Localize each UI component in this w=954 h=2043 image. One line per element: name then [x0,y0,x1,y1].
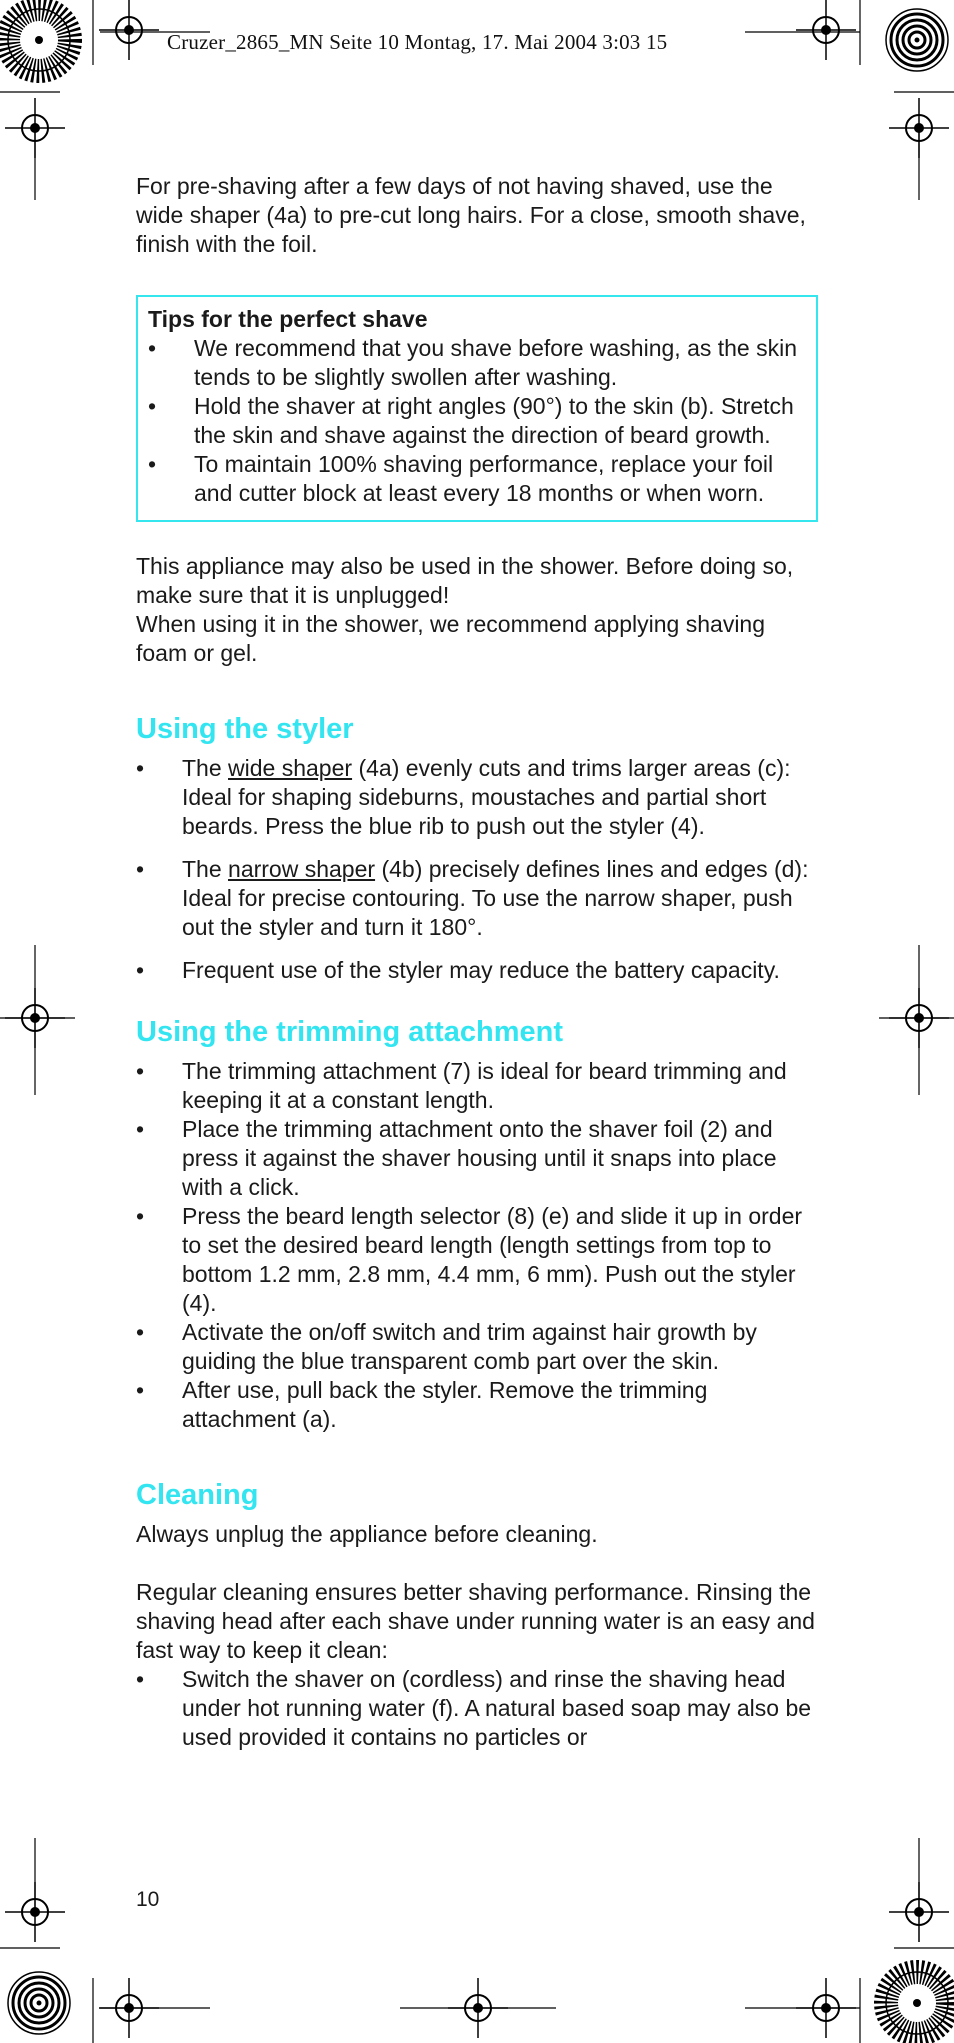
section-heading-styler: Using the styler [136,713,354,745]
bullet-icon: • [136,856,145,882]
cleaning-paragraph: Regular cleaning ensures better shaving performance. Rinsing the shaving head after each shave under running water is an easy and fast way to keep it clean: [136,1579,815,1663]
bullet-icon: • [148,451,157,477]
list-item: • To maintain 100% shaving performance, replace your foil and cutter block at least every 18 months or when worn. [148,451,774,506]
bullet-icon: • [136,1203,145,1229]
bullet-icon: • [148,393,157,419]
trimming-list [136,1057,816,1434]
styler-list [136,754,816,985]
color-target-icon [8,1972,70,2034]
bullet-icon: • [136,755,145,781]
list-item: • Switch the shaver on (cordless) and rinse the shaving head under hot running water (f). A natural based soap may also be used provided it contains no particles or [136,1666,812,1750]
bullet-icon: • [136,1377,145,1403]
shower-paragraph-2: When using it in the shower, we recommend applying shaving foam or gel. [136,611,766,666]
list-item: • Place the trimming attachment onto the shaver foil (2) and press it against the shaver housing until it snaps into place with a click. [136,1116,777,1200]
list-item: • Frequent use of the styler may reduce the battery capacity. [136,957,780,983]
list-item: • Activate the on/off switch and trim against hair growth by guiding the blue transparent comb part over the skin. [136,1319,757,1374]
tips-list [148,334,804,508]
narrow-shaper-link: narrow shaper [228,856,376,882]
cleaning-list [136,1665,816,1752]
bullet-icon: • [136,1058,145,1084]
tips-title: Tips for the perfect shave [148,306,428,332]
bullet-icon: • [136,1116,145,1142]
color-target-icon [8,9,70,71]
list-item: • Hold the shaver at right angles (90°) to the skin (b). Stretch the skin and shave against the direction of beard growth. [148,393,794,448]
shower-paragraph: This appliance may also be used in the shower. Before doing so, make sure that it is unplugged! [136,553,794,608]
color-target-icon [886,9,948,71]
list-item: • After use, pull back the styler. Remove the trimming attachment (a). [136,1377,708,1432]
page-content [136,172,816,1752]
bullet-icon: • [136,1666,145,1692]
section-heading-trimming: Using the trimming attachment [136,1016,563,1048]
tips-box [136,295,818,522]
intro-paragraph: For pre-shaving after a few days of not having shaved, use the wide shaper (4a) to pre-cut long hairs. For a close, smooth shave, finish with the foil. [136,173,806,257]
list-item: • The narrow shaper (4b) precisely defines lines and edges (d): Ideal for precise contouring. To use the narrow shaper, push out the styler and turn it 180°. [136,856,809,940]
wide-shaper-link: wide shaper [228,755,353,781]
cleaning-warning: Always unplug the appliance before cleaning. [136,1521,598,1547]
bullet-icon: • [136,1319,145,1345]
registration-mark-icon [99,0,159,60]
bullet-icon: • [136,957,145,983]
list-item: • The wide shaper (4a) evenly cuts and trims larger areas (c): Ideal for shaping sideburns, moustaches and partial short beards. Press the blue rib to push out the styler (4). [136,755,791,839]
list-item: • The trimming attachment (7) is ideal for beard trimming and keeping it at a constant length. [136,1058,787,1113]
list-item: • We recommend that you shave before washing, as the skin tends to be slightly swollen after washing. [148,335,798,390]
section-heading-cleaning: Cleaning [136,1479,259,1511]
bullet-icon: • [148,335,157,361]
registration-mark-icon [796,0,856,60]
list-item: • Press the beard length selector (8) (e) and slide it up in order to set the desired beard length (length settings from top to bottom 1.2 mm, 2.8 mm, 4.4 mm, 6 mm). Push out the styler (4). [136,1203,803,1316]
print-slug: Cruzer_2865_MN Seite 10 Montag, 17. Mai 2004 3:03 15 [167,30,668,54]
color-target-icon [886,1972,948,2034]
page-number: 10 [136,1888,160,1911]
